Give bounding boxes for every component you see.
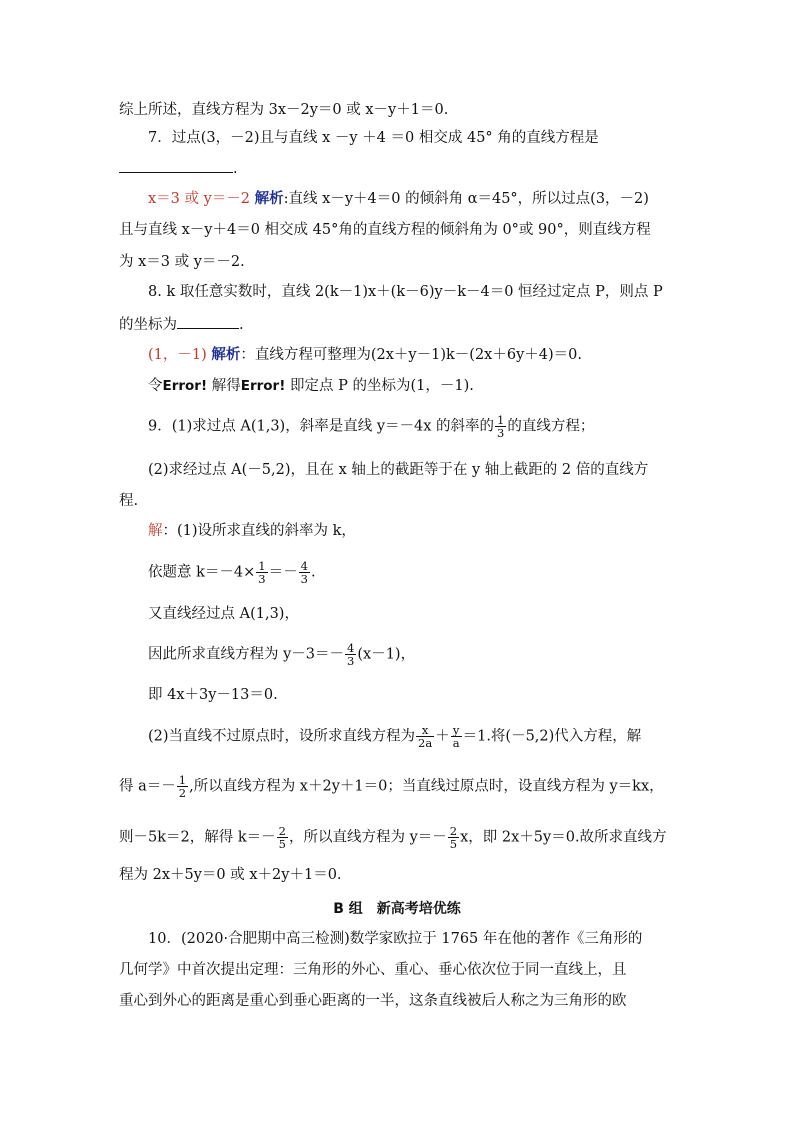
analysis-label: 解析 <box>254 190 284 207</box>
fraction: $\frac{4}{3}$ <box>347 641 355 668</box>
solution-9-part-2-line-3: 则－5k＝2，解得 k＝－ $\frac{2}{5}$ ，所以直线方程为 y＝－ $\frac{2}{5}$ x，即 2x＋5y＝0.故所求直线方 <box>119 824 667 851</box>
solution-9-step-5: 即 4x＋3y－13＝0. <box>148 687 278 703</box>
question-9-part-2: (2)求经过点 A(－5,2)，且在 x 轴上的截距等于在 y 轴上截距的 2 倍的直线方 <box>148 462 649 478</box>
solution-9-step-1: 解：(1)设所求直线的斜率为 k， <box>148 523 356 539</box>
fraction: $\frac{x}{2a}$ <box>418 723 433 750</box>
solution-9-conclusion: 程为 2x＋5y＝0 或 x＋2y＋1＝0. <box>119 867 342 883</box>
answer-8: (1，－1) 解析：直线方程可整理为(2x＋y－1)k－(2x＋6y＋4)＝0. <box>148 346 582 363</box>
answer-7: x＝3 或 y＝－2 解析:直线 x－y＋4＝0 的倾斜角 α＝45°，所以过点(3，－2) <box>148 190 649 207</box>
answer-blank <box>119 157 233 173</box>
fraction: $\frac{2}{5}$ <box>449 824 458 851</box>
solution-9-step-3: 又直线经过点 A(1,3)， <box>148 606 299 622</box>
fraction: $\frac{y}{a}$ <box>452 723 460 750</box>
solution-9-part-2: (2)当直线不过原点时，设所求直线方程为 $\frac{x}{2a}$ ＋ $\frac{y}{a}$ ＝1.将(－5,2)代入方程，解 <box>148 723 642 750</box>
answer-value: (1，－1) <box>148 347 207 363</box>
answer-7-line-3: 为 x＝3 或 y＝－2. <box>119 254 245 270</box>
question-9: 9．(1)求过点 A(1,3)，斜率是直线 y＝－4x 的斜率的 $\frac{1}{3}$ 的直线方程； <box>148 413 595 440</box>
question-10-line-3: 重心到外心的距离是重心到垂心距离的一半，这条直线被后人称之为三角形的欧 <box>119 993 627 1009</box>
analysis-label: 解析 <box>211 346 241 363</box>
solution-9-step-4: 因此所求直线方程为 y－3＝－ $\frac{4}{3}$ (x－1)， <box>148 641 416 668</box>
answer-value: x＝3 或 y＝－2 <box>148 191 251 207</box>
error-text: Error! <box>162 378 208 394</box>
answer-7-line-2: 且与直线 x－y＋4＝0 相交成 45°角的直线方程的倾斜角为 0°或 90°，则直线方程 <box>119 222 651 238</box>
solution-9-step-2: 依题意 k＝－4× $\frac{1}{3}$ ＝－ $\frac{4}{3}$ . <box>148 559 316 586</box>
error-text: Error! <box>240 378 286 394</box>
solution-9-part-2-line-2: 得 a＝－ $\frac{1}{2}$ ,所以直线方程为 x＋2y＋1＝0；当直线过原点时，设直线方程为 y＝kx， <box>119 773 664 800</box>
question-8-line-2: 的坐标为 . <box>119 313 679 336</box>
solution-label: 解 <box>148 523 163 539</box>
answer-blank <box>177 313 239 329</box>
question-7: 7．过点(3，－2)且与直线 x －y ＋4 ＝0 相交成 45° 角的直线方程是 <box>148 130 599 146</box>
fraction: $\frac{1}{3}$ <box>497 413 505 440</box>
answer-8-line-2: 令Error! 解得Error! 即定点 P 的坐标为(1，－1). <box>148 378 474 394</box>
question-9-part-2-line-2: 程. <box>119 493 139 509</box>
question-8: 8. k 取任意实数时，直线 2(k－1)x＋(k－6)y－k－4＝0 恒经过定点 P，则点 P <box>148 284 663 300</box>
question-10: 10．(2020·合肥期中高三检测)数学家欧拉于 1765 年在他的著作《三角形的 <box>148 931 643 947</box>
summary-line: 综上所述，直线方程为 3x－2y＝0 或 x－y＋1＝0. <box>119 102 449 118</box>
fraction: $\frac{1}{2}$ <box>178 773 187 800</box>
question-10-line-2: 几何学》中首次提出定理：三角形的外心、重心、垂心依次位于同一直线上，且 <box>119 962 627 978</box>
fraction: $\frac{4}{3}$ <box>300 559 308 586</box>
question-7-blank-line: . <box>119 157 679 180</box>
fraction: $\frac{2}{5}$ <box>278 824 286 851</box>
fraction: $\frac{1}{3}$ <box>258 559 266 586</box>
section-heading: B 组 新高考培优练 <box>333 901 461 917</box>
